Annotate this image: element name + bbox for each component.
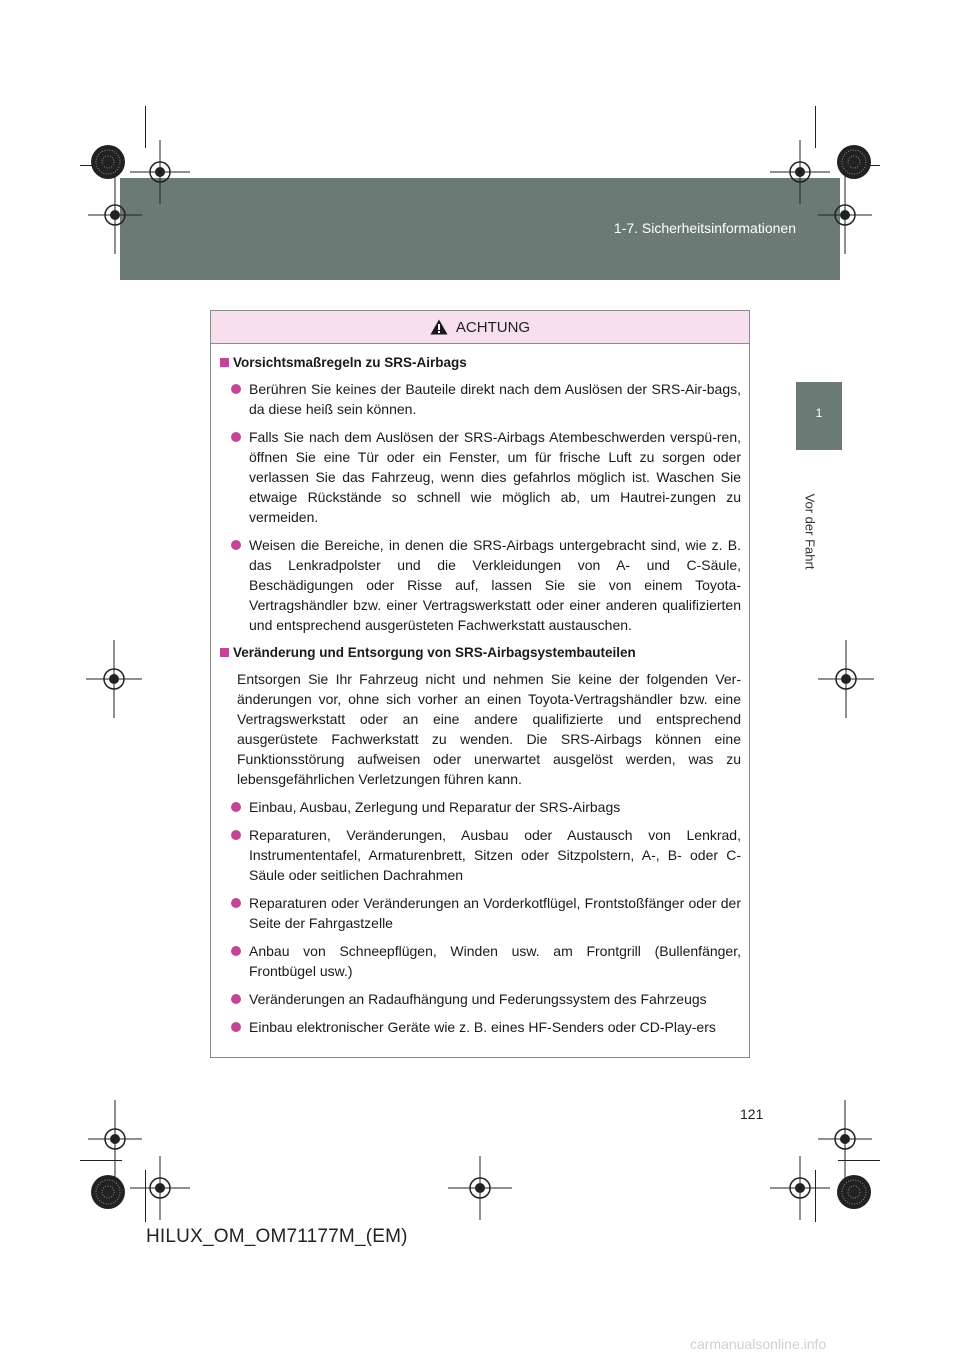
print-stamp: HILUX_OM_OM71177M_(EM).book Page 121 Wednesday, May 16, 2012 1:28 PM <box>178 168 561 178</box>
crop-mark <box>815 106 816 148</box>
starburst-mark-icon <box>836 144 872 180</box>
paragraph: Entsorgen Sie Ihr Fahrzeug nicht und nehmen Sie keine der folgenden Ver-änderungen vor, ohne sich vorher an einen Toyota-Vertragshändler bzw. eine Vertragswerkstatt oder an eine andere qualifizierte und entsprechend ausgerüstete Fachwerkstatt zu wenden. Die SRS-Airbags können eine Funktionsstörung aufweisen oder unerwartet ausgelöst werden, was zu lebensgefährlichen Verletzungen führen kann. <box>237 671 741 787</box>
crosshair-icon <box>770 1156 830 1220</box>
footer-code: HILUX_OM_OM71177M_(EM) <box>146 1226 408 1247</box>
list-item <box>219 535 741 635</box>
crop-mark <box>838 1160 880 1161</box>
warning-triangle-icon <box>430 319 448 335</box>
crosshair-icon <box>130 140 190 204</box>
chapter-number: 1 <box>815 406 823 420</box>
warning-title: ACHTUNG <box>455 318 531 336</box>
chapter-tab[interactable] <box>796 382 842 450</box>
list-item <box>219 941 741 981</box>
list-item-text: Berühren Sie keines der Bauteile direkt nach dem Auslösen der SRS-Air-bags, da diese heiß sein können. <box>249 381 741 417</box>
bullet-icon <box>231 432 241 442</box>
crosshair-icon <box>770 140 830 204</box>
bullet-icon <box>231 540 241 550</box>
section-title: 1-7. Sicherheitsinformationen <box>613 220 796 236</box>
list-item-text: Anbau von Schneepflügen, Winden usw. am Frontgrill (Bullenfänger, Frontbügel usw.) <box>249 943 741 979</box>
list-item-text: Veränderungen an Radaufhängung und Federungssystem des Fahrzeugs <box>249 991 707 1007</box>
list-item-text: Weisen die Bereiche, in denen die SRS-Airbags untergebracht sind, wie z. B. das Lenkradpolster und die Verkleidungen von A- und C-Säule, Beschädigungen oder Risse auf, lassen Sie sie von einem Toyota-Vertragshändler bzw. einer Vertragswerkstatt oder einer anderen qualifizierten und entsprechend ausgerüsteten Fachwerkstatt austauschen. <box>249 537 741 633</box>
list-item <box>219 893 741 933</box>
list-item-text: Falls Sie nach dem Auslösen der SRS-Airbags Atembeschwerden verspü-ren, öffnen Sie eine Tür oder ein Fenster, um für frische Luft zu sorgen oder verlassen Sie das Fahrzeug, wenn dies gefahrlos möglich ist. Waschen Sie etwaige Rückstände so schnell wie möglich ab, um Hautrei-zungen zu vermeiden. <box>249 429 741 525</box>
bullet-icon <box>231 1022 241 1032</box>
list-item-text: Einbau, Ausbau, Zerlegung und Reparatur der SRS-Airbags <box>249 799 621 815</box>
bullet-icon <box>231 802 241 812</box>
list-item <box>219 989 741 1009</box>
header-band <box>120 178 840 280</box>
section-heading: Veränderung und Entsorgung von SRS-Airbagsystembauteilen <box>219 643 741 663</box>
crosshair-icon <box>130 1156 190 1220</box>
chapter-label-text: Vor der Fahrt <box>802 493 818 570</box>
starburst-mark-icon <box>90 1174 126 1210</box>
bullet-icon <box>231 994 241 1004</box>
list-item-text: Einbau elektronischer Geräte wie z. B. eines HF-Senders oder CD-Play-ers <box>249 1019 716 1035</box>
warning-box <box>210 310 750 1058</box>
crosshair-icon <box>86 640 142 718</box>
crop-mark <box>145 1170 146 1222</box>
list-item <box>219 825 741 885</box>
bullet-icon <box>231 384 241 394</box>
crop-mark <box>838 165 880 166</box>
list-item <box>219 797 741 817</box>
chapter-label <box>780 464 818 604</box>
bullet-icon <box>231 830 241 840</box>
crosshair-icon <box>448 1156 512 1220</box>
watermark: carmanualsonline.info <box>690 1336 827 1352</box>
warning-header <box>211 311 749 344</box>
warning-content <box>211 349 749 1045</box>
crop-mark <box>815 1170 816 1222</box>
bullet-icon <box>231 946 241 956</box>
crosshair-icon <box>818 640 874 718</box>
list-item <box>219 379 741 419</box>
bullet-icon <box>231 898 241 908</box>
starburst-mark-icon <box>836 1174 872 1210</box>
crop-mark <box>80 1160 122 1161</box>
crop-mark <box>80 165 122 166</box>
list-item-text: Reparaturen oder Veränderungen an Vorderkotflügel, Frontstoßfänger oder der Seite der Fahrgastzelle <box>249 895 741 931</box>
crop-mark <box>145 106 146 148</box>
list-item-text: Reparaturen, Veränderungen, Ausbau oder Austausch von Lenkrad, Instrumententafel, Armaturenbrett, Sitzen oder Sitzpolstern, A-, B- oder C-Säule oder seitlichen Dachrahmen <box>249 827 741 883</box>
list-item <box>219 427 741 527</box>
starburst-mark-icon <box>90 144 126 180</box>
section-heading: Vorsichtsmaßregeln zu SRS-Airbags <box>219 353 741 373</box>
page-number: 121 <box>740 1106 764 1122</box>
list-item <box>219 1017 741 1037</box>
